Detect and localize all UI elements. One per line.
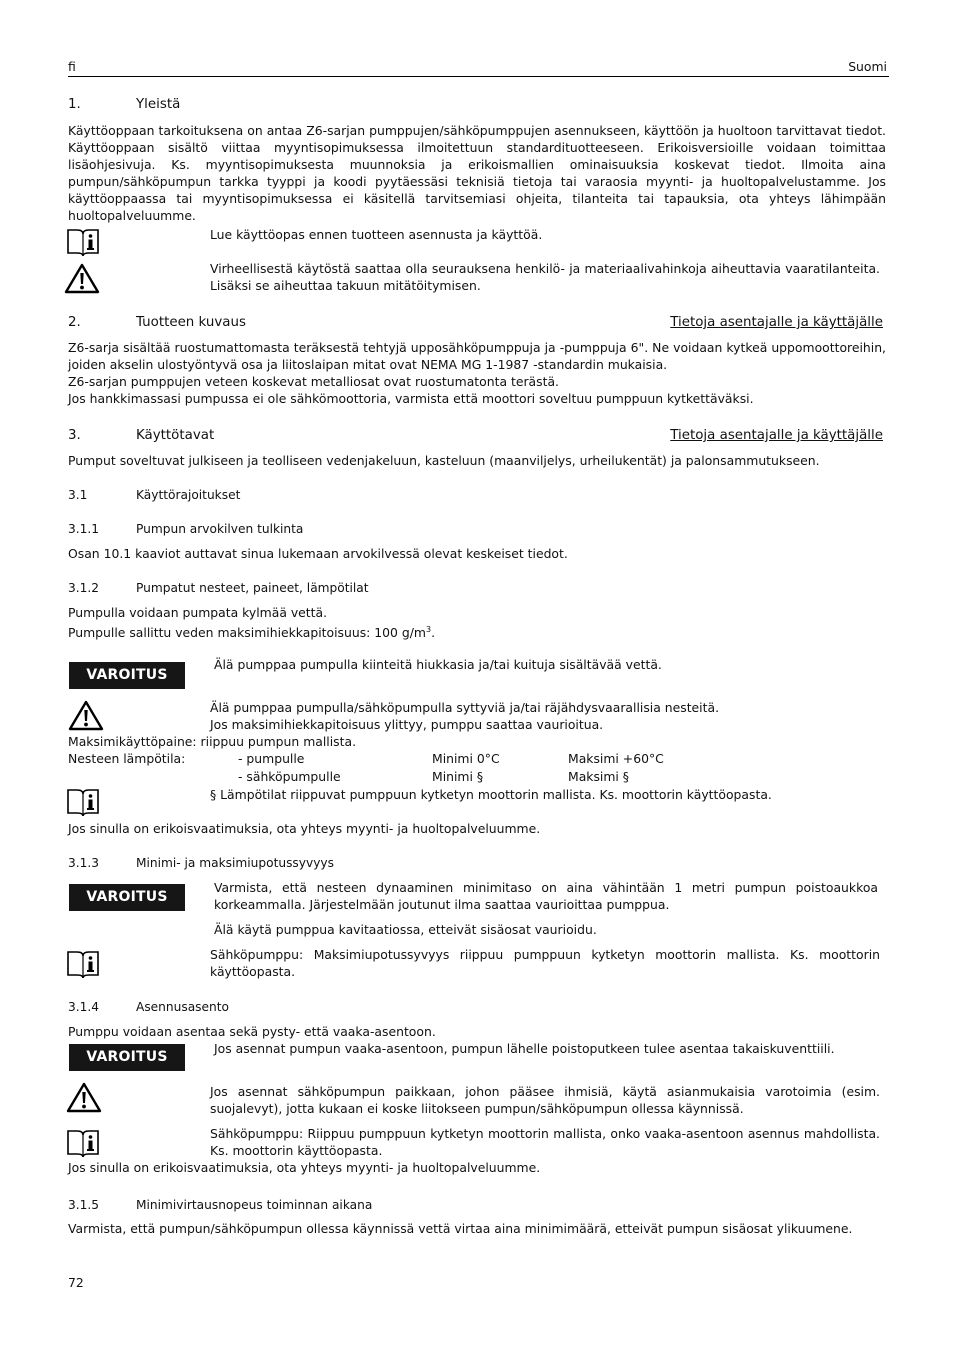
- contact-note: Jos sinulla on erikoisvaatimuksia, ota yhteys myynti- ja huoltopalveluumme.: [68, 1160, 541, 1175]
- section-number: 1.: [68, 97, 81, 112]
- section-title: Minimivirtausnopeus toiminnan aikana: [136, 1198, 373, 1212]
- water-type-line: Pumpulla voidaan pumpata kylmää vettä.: [68, 605, 328, 620]
- varoitus-label: VAROITUS: [69, 662, 185, 689]
- temp-row-type: - sähköpumpulle: [238, 769, 341, 784]
- section-number: 3.1.2: [68, 581, 100, 595]
- section-number: 3.1.1: [68, 522, 100, 536]
- section-title: Pumpatut nesteet, paineet, lämpötilat: [136, 581, 369, 595]
- section-number: 3.1.4: [68, 1000, 100, 1014]
- sand-content-text: Pumpulle sallittu veden maksimihiekkapitoisuus: 100 g/m: [68, 625, 426, 641]
- section-title: Minimi- ja maksimiupotussyvyys: [136, 856, 334, 870]
- varoitus-label: VAROITUS: [69, 884, 185, 911]
- temp-note: § Lämpötilat riippuvat pumppuun kytketyn moottorin mallista. Ks. moottorin käyttöopasta.: [210, 787, 772, 802]
- section-3-1-4-body: Pumppu voidaan asentaa sekä pysty- että vaaka-asentoon.: [68, 1024, 436, 1039]
- section-title: Pumpun arvokilven tulkinta: [136, 522, 304, 536]
- sentence-end: .: [431, 625, 436, 641]
- section-2-paragraph: Jos hankkimassasi pumpussa ei ole sähkömoottoria, varmista että moottori soveltuu pumppuun kytkettäväksi.: [68, 391, 754, 406]
- note-warning-misuse: Virheellisestä käytöstä saattaa olla seurauksena henkilö- ja materiaalivahinkoja aiheuttavia vaaratilanteita. Lisäksi se aiheuttaa takuun mitätöitymisen.: [210, 261, 880, 293]
- warning-triangle-icon: [67, 699, 105, 732]
- audience-label: Tietoja asentajalle ja käyttäjälle: [670, 315, 883, 330]
- section-number: 3.1: [68, 488, 88, 502]
- temp-row-min: Minimi 0°C: [432, 751, 500, 766]
- temp-label: Nesteen lämpötila:: [68, 751, 186, 766]
- temp-row-min: Minimi §: [432, 769, 484, 784]
- warning-flammable: Älä pumppaa pumpulla/sähköpumpulla syttyviä ja/tai räjähdysvaarallisia nesteitä.: [210, 700, 720, 715]
- unit-superscript: 3: [425, 625, 432, 634]
- audience-label: Tietoja asentajalle ja käyttäjälle: [670, 428, 883, 443]
- contact-note: Jos sinulla on erikoisvaatimuksia, ota yhteys myynti- ja huoltopalveluumme.: [68, 821, 541, 836]
- page-number: 72: [68, 1275, 84, 1290]
- varoitus-label: VAROITUS: [69, 1044, 185, 1071]
- warning-cavitation: Älä käytä pumppua kavitaatiossa, etteivät sisäosat vaurioidu.: [214, 922, 597, 937]
- header-rule: [68, 76, 889, 77]
- manual-info-icon: [66, 1128, 100, 1158]
- warning-triangle-icon: [63, 262, 101, 295]
- section-number: 3.: [68, 428, 81, 443]
- manual-info-icon: [66, 949, 100, 979]
- section-3-1-1-body: Osan 10.1 kaaviot auttavat sinua lukemaan arvokilvessä olevat keskeiset tiedot.: [68, 546, 568, 561]
- warning-triangle-icon: [65, 1081, 103, 1114]
- header-language: Suomi: [848, 59, 887, 74]
- temp-row-type: - pumpulle: [238, 751, 305, 766]
- section-title: Yleistä: [136, 97, 181, 112]
- warning-sand-limit: Jos maksimihiekkapitoisuus ylittyy, pumppu saattaa vaurioitua.: [210, 717, 604, 732]
- manual-info-icon: [66, 787, 100, 817]
- warning-guards: Jos asennat sähköpumpun paikkaan, johon pääsee ihmisiä, käytä asianmukaisia varotoimia (esim. suojalevyt), jotta kukaan ei koske liitokseen pumpun/sähköpumpun ollessa käynnissä.: [210, 1084, 880, 1116]
- warning-check-valve: Jos asennat pumpun vaaka-asentoon, pumpun lähelle poistoputkeen tulee asentaa takaiskuventtiili.: [214, 1041, 835, 1056]
- temp-row-max: Maksimi +60°C: [568, 751, 664, 766]
- warning-solids: Älä pumppaa pumpulla kiinteitä hiukkasia ja/tai kuituja sisältävää vettä.: [214, 657, 662, 672]
- section-3-body: Pumput soveltuvat julkiseen ja teolliseen vedenjakeluun, kasteluun (maanviljelys, urheilukentät) ja palonsammutukseen.: [68, 453, 820, 468]
- section-title: Käyttötavat: [136, 428, 215, 443]
- sand-content-line: [68, 621, 886, 641]
- max-pressure: Maksimikäyttöpaine: riippuu pumpun mallista.: [68, 734, 357, 749]
- info-max-depth: Sähköpumppu: Maksimiupotussyvyys riippuu pumppuun kytketyn moottorin mallista. Ks. moottorin käyttöopasta.: [210, 947, 880, 979]
- note-read-manual: Lue käyttöopas ennen tuotteen asennusta ja käyttöä.: [210, 227, 543, 242]
- manual-info-icon: [66, 227, 100, 257]
- section-title: Asennusasento: [136, 1000, 229, 1014]
- section-title: Käyttörajoitukset: [136, 488, 241, 502]
- section-number: 3.1.5: [68, 1198, 100, 1212]
- section-title: Tuotteen kuvaus: [136, 315, 246, 330]
- header-lang-code: fi: [68, 59, 76, 74]
- section-number: 3.1.3: [68, 856, 100, 870]
- section-3-1-5-body: Varmista, että pumpun/sähköpumpun ollessa käynnissä vettä virtaa aina minimimäärä, etteivät pumpun sisäosat ylikuumene.: [68, 1221, 853, 1236]
- warning-min-level: Varmista, että nesteen dynaaminen minimitaso on aina vähintään 1 metri pumpun poistoaukkoa korkeammalla. Järjestelmään joutunut ilma saattaa vaurioittaa pumppua.: [214, 880, 878, 912]
- section-number: 2.: [68, 315, 81, 330]
- section-2-paragraph: Z6-sarjan pumppujen veteen koskevat metalliosat ovat ruostumatonta terästä.: [68, 374, 559, 389]
- info-horizontal-install: Sähköpumppu: Riippuu pumppuun kytketyn moottorin mallista, onko vaaka-asentoon asennus mahdollista. Ks. moottorin käyttöopasta.: [210, 1126, 880, 1158]
- temp-row-max: Maksimi §: [568, 769, 630, 784]
- section-2-paragraph: Z6-sarja sisältää ruostumattomasta teräksestä tehtyjä upposähköpumppuja ja -pumppuja 6". Ne voidaan kytkeä uppomoottoreihin, joiden akselin ulostyöntyvä osa ja liitoslaipan mitat ovat NEMA MG 1-1987 -standardin mukaisia.: [68, 340, 886, 372]
- section-1-body: Käyttöoppaan tarkoituksena on antaa Z6-sarjan pumppujen/sähköpumppujen asennukseen, käyttöön ja huoltoon tarvittavat tiedot. Käyttöoppaan sisältö viittaa myyntisopimuksessa ilmoitettuun standardituotteeseen. Erikoisversioille voidaan toimittaa lisäohjesivuja. Ks. myyntisopimuksesta muunnoksia ja erikoismallien ominaisuuksia koskevat tiedot. Ilmoita aina pumpun/sähköpumpun tarkka tyyppi ja koodi pyytäessäsi teknisiä tietoja tai varaosia myynti- ja huoltopalvelustamme. Jos käyttöoppaassa tai myyntisopimuksessa ei käsitellä tarvitsemiasi ohjeita, tilanteita tai tapauksia, ota yhteys lähimpään huoltopalveluumme.: [68, 123, 886, 223]
